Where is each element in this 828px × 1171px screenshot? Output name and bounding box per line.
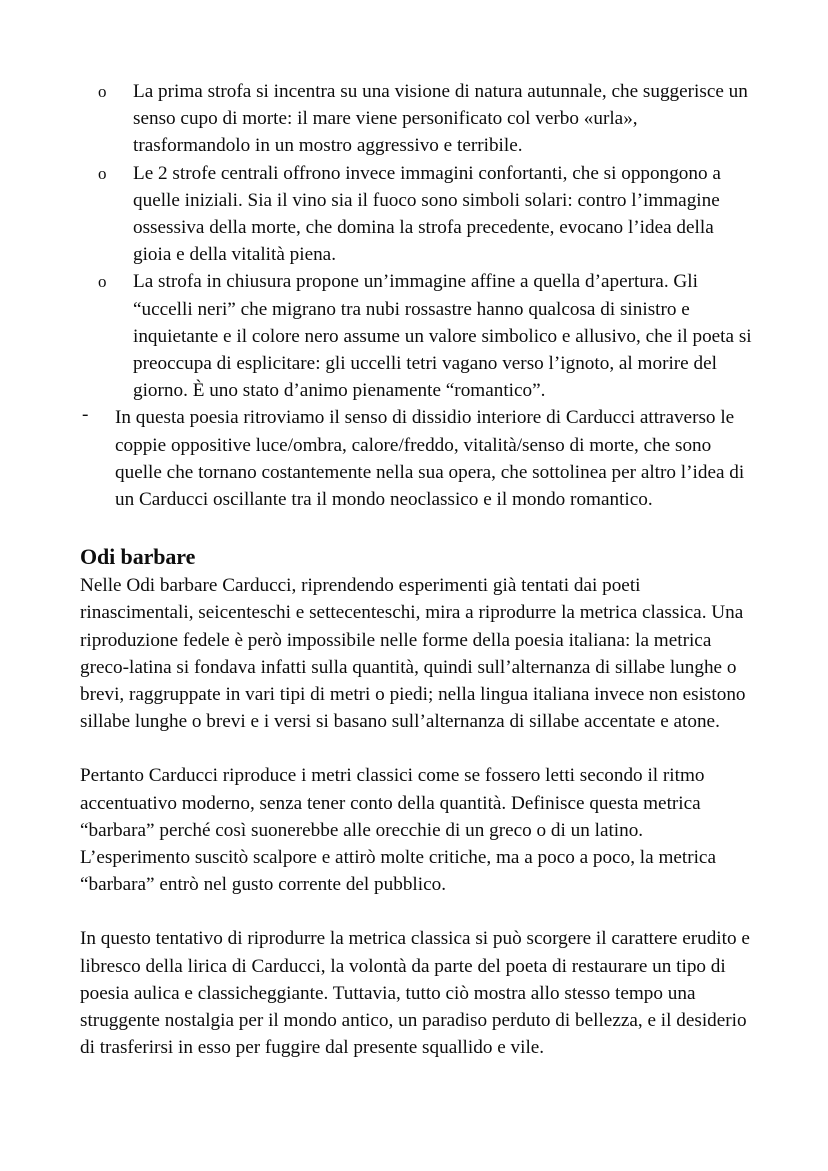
list-item	[98, 268, 752, 404]
list-item	[98, 160, 752, 269]
sub-bullet-list	[80, 78, 752, 404]
section-heading: Odi barbare	[80, 544, 196, 570]
paragraph-spacer	[80, 898, 752, 925]
list-item-text: La prima strofa si incentra su una visione di natura autunnale, che suggerisce un senso cupo di morte: il mare viene personificato col verbo «urla», trasformandolo in un mostro aggressivo e terribile.	[133, 81, 748, 157]
list-item-text: La strofa in chiusura propone un’immagine affine a quella d’apertura. Gli “uccelli neri” che migrano tra nubi rossastre hanno qualcosa di sinistro e inquietante e il colore nero assume un valore simbolico e allusivo, che il poeta si preoccupa di esplicitare: gli uccelli tetri vagano verso l’ignoto, al morire del giorno. È uno stato d’animo pienamente “romantico”.	[133, 271, 752, 402]
circle-bullet-icon: o	[98, 163, 107, 183]
list-item	[98, 78, 752, 160]
circle-bullet-icon: o	[98, 82, 107, 101]
list-item-text: In questa poesia ritroviamo il senso di dissidio interiore di Carducci attraverso le coppie oppositive luce/ombra, calore/freddo, vitalità/senso di morte, che sono quelle che tornano costantemente nella sua opera, che sottolinea per altro l’idea di un Carducci oscillante tra il mondo neoclassico e il mondo romantico.	[115, 407, 745, 511]
body-paragraph: Nelle Odi barbare Carducci, riprendendo esperimenti già tentati dai poeti rinascimentali, seicenteschi e settecenteschi, mira a riprodurre la metrica classica. Una riproduzione fedele è però impossibile nelle forme della poesia italiana: la metrica greco-latina si fondava infatti sulla quantità, quindi sull’alternanza di sillabe lunghe o brevi, raggruppate in vari tipi di metri o piedi; nella lingua italiana invece non esistono sillabe lunghe o brevi e i versi si basano sull’alternanza di sillabe accentate e atone.	[80, 575, 746, 733]
body-paragraph: Pertanto Carducci riproduce i metri classici come se fossero letti secondo il ritmo accentuativo moderno, senza tener conto della quantità. Definisce questa metrica “barbara” perché così suonerebbe alle orecchie di un greco o di un latino. L’esperimento suscitò scalpore e attirò molte critiche, ma a poco a poco, la metrica “barbara” entrò nel gusto corrente del pubblico.	[80, 765, 716, 896]
dash-bullet-list	[80, 404, 752, 513]
list-item-text: Le 2 strofe centrali offrono invece immagini confortanti, che si oppongono a quelle iniziali. Sia il vino sia il fuoco sono simboli solari: contro l’immagine ossessiva della morte, che domina la strofa precedente, evocano l’idea della gioia e della vitalità piena.	[133, 162, 721, 266]
dash-bullet-icon: -	[82, 404, 89, 426]
list-item	[80, 404, 752, 513]
circle-bullet-icon: o	[98, 272, 107, 292]
body-paragraph: In questo tentativo di riprodurre la metrica classica si può scorgere il carattere erudito e libresco della lirica di Carducci, la volontà da parte del poeta di restaurare un tipo di poesia aulica e classicheggiante. Tuttavia, tutto ciò mostra allo stesso tempo una struggente nostalgia per il mondo antico, un paradiso perduto di bellezza, e il desiderio di trasferirsi in esso per fuggire dal presente squallido e vile.	[80, 928, 750, 1059]
paragraph-spacer	[80, 735, 752, 762]
